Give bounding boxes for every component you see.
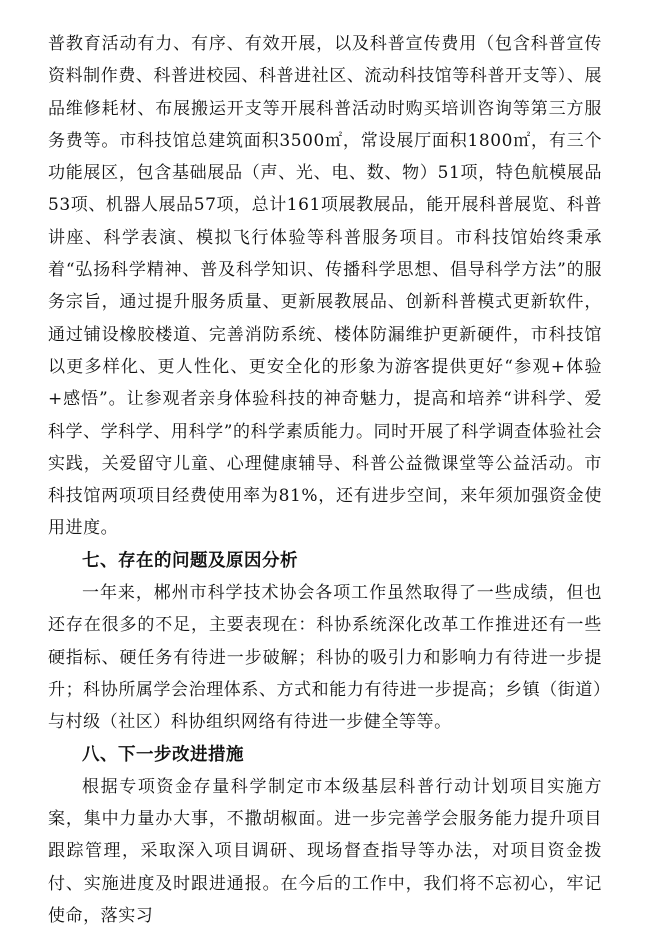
- paragraph-problems: 一年来，郴州市科学技术协会各项工作虽然取得了一些成绩，但也还存在很多的不足，主要表现在：科协系统深化改革工作推进还有一些硬指标、硬任务有待进一步破解；科协的吸引力和影响力有待进一步提升；科协所属学会治理体系、方式和能力有待进一步提高；乡镇（街道）与村级（社区）科协组织网络有待进一步健全等等。: [48, 583, 602, 733]
- paragraph-science-museum: 普教育活动有力、有序、有效开展，以及科普宣传费用（包含科普宣传资料制作费、科普进校园、科普进社区、流动科技馆等科普开支等）、展品维修耗材、布展搬运开支等开展科普活动时购买培训咨询等第三方服务费等。市科技馆总建筑面积3500㎡，常设展厅面积1800㎡，有三个功能展区，包含基础展品（声、光、电、数、物）51项，特色航模展品53项、机器人展品57项，总计161项展教展品，能开展科普展览、科普讲座、科学表演、模拟飞行体验等科普服务项目。市科技馆始终秉承着“弘扬科学精神、普及科学知识、传播科学思想、倡导科学方法”的服务宗旨，通过提升服务质量、更新展教展品、创新科普模式更新软件，通过铺设橡胶楼道、完善消防系统、楼体防漏维护更新硬件，市科技馆以更多样化、更人性化、更安全化的形象为游客提供更好“参观+体验+感悟”。让参观者亲身体验科技的神奇魅力，提高和培养“讲科学、爱科学、学科学、用科学”的科学素质能力。同时开展了科学调查体验社会实践，关爱留守儿童、心理健康辅导、科普公益微课堂等公益活动。市科技馆两项项目经费使用率为81%，还有进步空间，来年须加强资金使用进度。: [48, 34, 602, 539]
- section-heading-problems: 七、存在的问题及原因分析: [82, 550, 298, 571]
- paragraph-next-steps: 根据专项资金存量科学制定市本级基层科普行动计划项目实施方案，集中力量办大事，不撒胡椒面。进一步完善学会服务能力提升项目跟踪管理，采取深入项目调研、现场督查指导等办法，对项目资金拨付、实施进度及时跟进通报。在今后的工作中，我们将不忘初心，牢记使命，落实习: [48, 776, 602, 927]
- section-heading-next-steps: 八、下一步改进措施: [82, 744, 244, 765]
